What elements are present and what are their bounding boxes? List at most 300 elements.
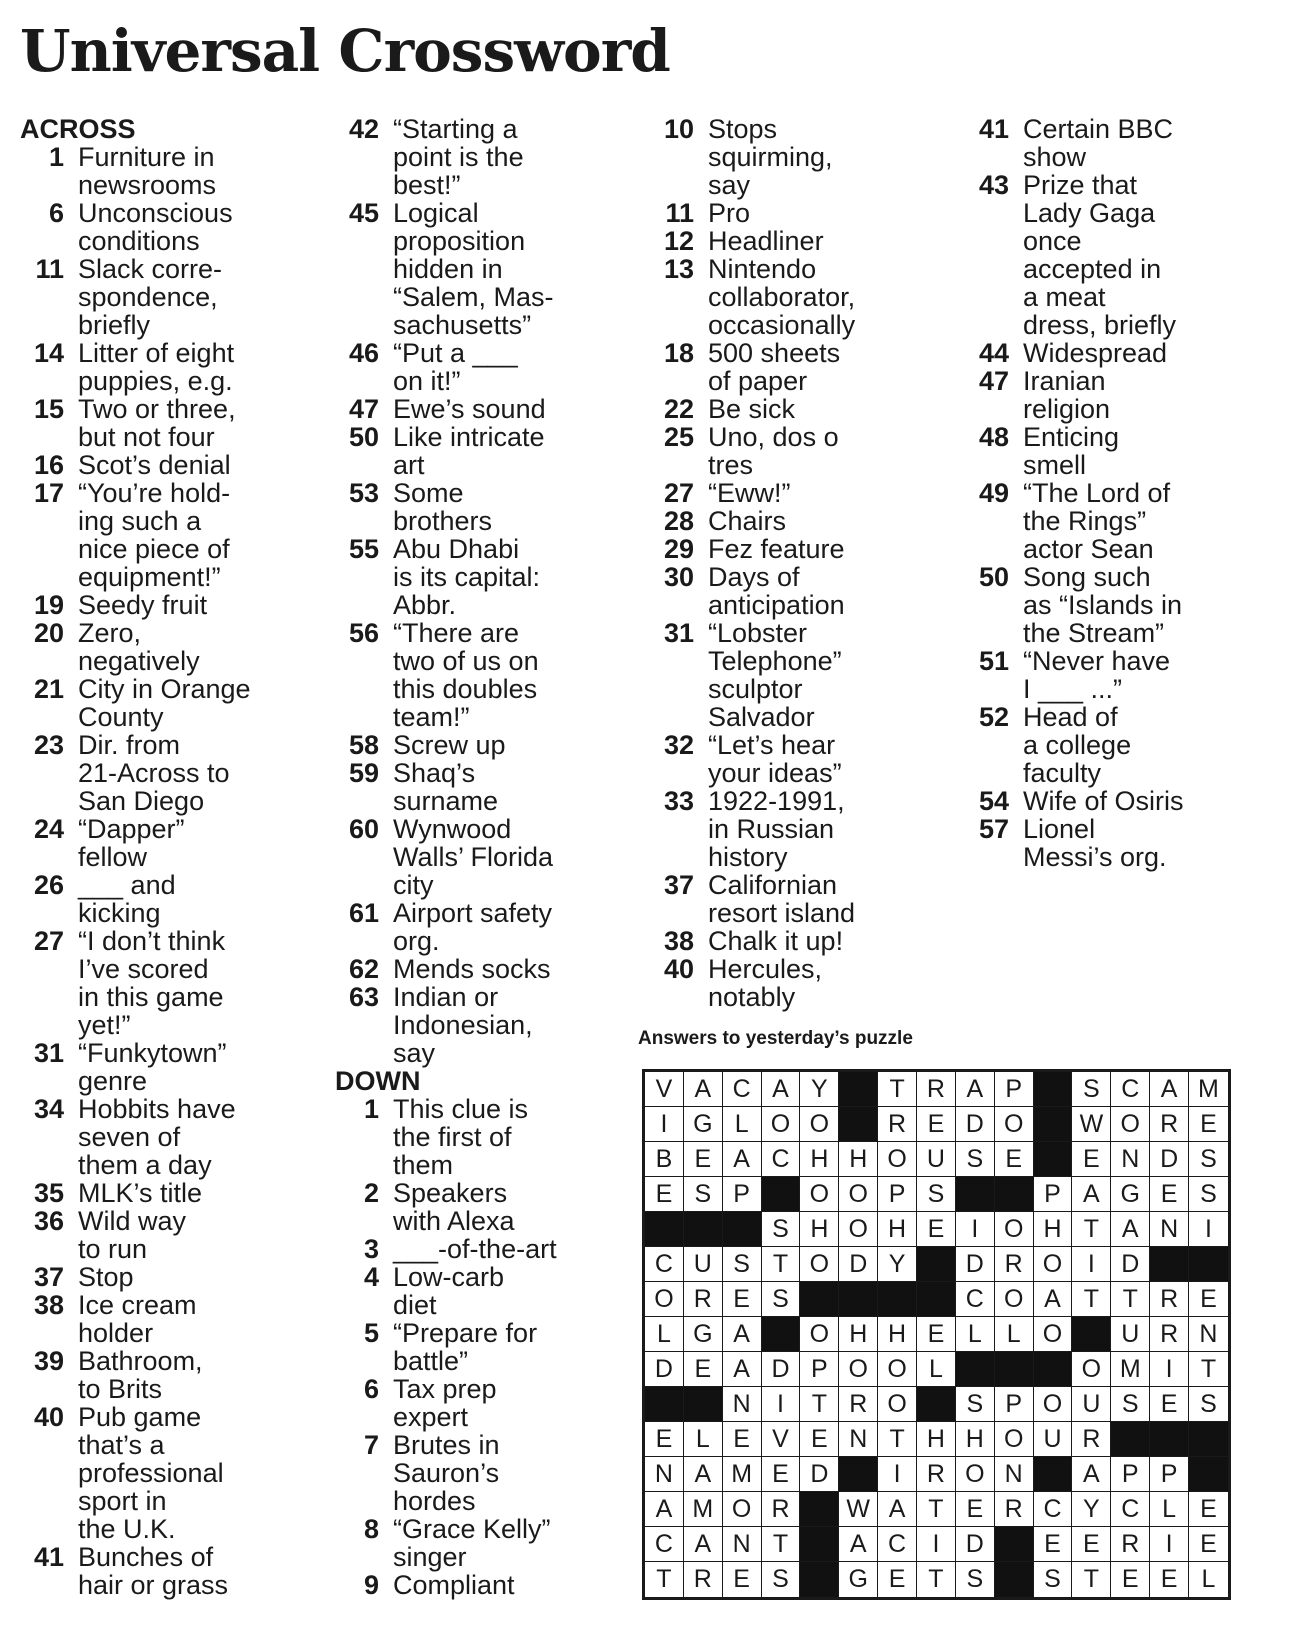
across-clue (20, 479, 305, 591)
grid-cell: A (1150, 1072, 1189, 1107)
across-clue (20, 1347, 305, 1403)
grid-cell: G (839, 1562, 878, 1597)
clue-number: 47 (978, 366, 1009, 396)
clue-number: 25 (663, 422, 694, 452)
grid-cell: S (762, 1562, 801, 1597)
clue-text: Zero, negatively (78, 618, 200, 676)
clue-number: 5 (363, 1318, 379, 1348)
grid-cell: H (1034, 1212, 1073, 1247)
grid-cell: S (1111, 1387, 1150, 1422)
grid-cell: N (1189, 1317, 1228, 1352)
clue-number: 16 (33, 450, 64, 480)
clue-text: Slack corre- spondence, briefly (78, 254, 223, 340)
grid-cell: T (645, 1562, 684, 1597)
grid-cell: U (684, 1247, 723, 1282)
grid-cell: T (800, 1387, 839, 1422)
grid-cell: P (1034, 1177, 1073, 1212)
grid-block (1034, 1457, 1073, 1492)
clue-text: Seedy fruit (78, 590, 208, 620)
grid-cell: U (917, 1142, 956, 1177)
grid-cell: A (723, 1142, 762, 1177)
grid-cell: E (956, 1492, 995, 1527)
across-clue (20, 1095, 305, 1179)
grid-cell: D (800, 1457, 839, 1492)
down-clue (650, 395, 935, 423)
grid-cell: S (917, 1177, 956, 1212)
down-clue (650, 787, 935, 871)
grid-row (645, 1177, 1228, 1212)
across-clue (335, 815, 620, 899)
clue-number: 48 (978, 422, 1009, 452)
grid-block (1189, 1247, 1228, 1282)
grid-cell: E (1150, 1177, 1189, 1212)
grid-cell: T (917, 1492, 956, 1527)
grid-cell: A (684, 1527, 723, 1562)
clue-text: “Never have I ___ ...” (1023, 646, 1171, 704)
clue-column-1 (20, 115, 305, 1599)
clue-number: 41 (33, 1542, 64, 1572)
grid-cell: R (995, 1492, 1034, 1527)
grid-row (645, 1387, 1228, 1422)
grid-row (645, 1247, 1228, 1282)
grid-cell: C (645, 1247, 684, 1282)
grid-block (995, 1527, 1034, 1562)
grid-cell: R (1150, 1107, 1189, 1142)
clue-text: “Grace Kelly” singer (393, 1514, 551, 1572)
down-clue (650, 339, 935, 395)
across-clue (20, 1039, 305, 1095)
down-clue (335, 1375, 620, 1431)
grid-block (1111, 1422, 1150, 1457)
clue-number: 32 (663, 730, 694, 760)
clue-text: Pub game that’s a professional sport in the U.K. (78, 1402, 224, 1544)
grid-cell: C (878, 1527, 917, 1562)
clue-number: 6 (48, 198, 64, 228)
grid-cell: M (1189, 1072, 1228, 1107)
clue-number: 40 (663, 954, 694, 984)
clue-text: Wife of Osiris (1023, 786, 1184, 816)
clue-text: Low-carb diet (393, 1262, 505, 1320)
down-clue (335, 1179, 620, 1235)
clue-text: “There are two of us on this doubles team!” (393, 618, 539, 732)
clue-number: 10 (663, 114, 694, 144)
grid-block (800, 1527, 839, 1562)
grid-cell: O (878, 1142, 917, 1177)
grid-row (645, 1527, 1228, 1562)
grid-cell: N (723, 1527, 762, 1562)
grid-block (800, 1492, 839, 1527)
across-clue (20, 255, 305, 339)
grid-cell: T (878, 1422, 917, 1457)
grid-cell: O (800, 1177, 839, 1212)
grid-row (645, 1352, 1228, 1387)
grid-cell: O (800, 1317, 839, 1352)
grid-block (800, 1562, 839, 1597)
clue-text: Iranian religion (1023, 366, 1111, 424)
clue-number: 31 (663, 618, 694, 648)
grid-cell: P (1111, 1457, 1150, 1492)
grid-row (645, 1107, 1228, 1142)
across-clue (20, 591, 305, 619)
clue-number: 38 (663, 926, 694, 956)
down-clue (965, 647, 1235, 703)
grid-cell: G (684, 1107, 723, 1142)
clue-number: 17 (33, 478, 64, 508)
grid-cell: T (1072, 1562, 1111, 1597)
clue-text: “Funkytown” genre (78, 1038, 227, 1096)
grid-cell: L (723, 1107, 762, 1142)
grid-cell: B (645, 1142, 684, 1177)
grid-cell: O (645, 1282, 684, 1317)
down-clue (335, 1263, 620, 1319)
puzzle-title: Universal Crossword (20, 17, 670, 85)
clue-number: 34 (33, 1094, 64, 1124)
down-clue (965, 563, 1235, 647)
grid-cell: C (1034, 1492, 1073, 1527)
clue-number: 58 (348, 730, 379, 760)
clue-text: Scot’s denial (78, 450, 231, 480)
down-clue (335, 1571, 620, 1599)
clue-number: 20 (33, 618, 64, 648)
down-clue (335, 1431, 620, 1515)
grid-cell: I (1072, 1247, 1111, 1282)
clue-text: Headliner (708, 226, 824, 256)
clue-number: 6 (363, 1374, 379, 1404)
grid-cell: A (645, 1492, 684, 1527)
grid-block (995, 1177, 1034, 1212)
grid-row (645, 1317, 1228, 1352)
clue-text: Wild way to run (78, 1206, 187, 1264)
grid-cell: T (878, 1072, 917, 1107)
clue-number: 40 (33, 1402, 64, 1432)
answers-title: Answers to yesterday’s puzzle (638, 1028, 913, 1049)
clue-text: Screw up (393, 730, 506, 760)
grid-cell: R (878, 1107, 917, 1142)
down-clue (965, 479, 1235, 563)
grid-block (1034, 1107, 1073, 1142)
clue-number: 2 (363, 1178, 379, 1208)
clue-number: 27 (33, 926, 64, 956)
clue-text: “Starting a point is the best!” (393, 114, 524, 200)
clue-text: Chalk it up! (708, 926, 844, 956)
clue-number: 51 (978, 646, 1009, 676)
clue-number: 11 (35, 254, 64, 284)
clue-number: 12 (663, 226, 694, 256)
clue-text: Certain BBC show (1023, 114, 1174, 172)
clue-text: Chairs (708, 506, 787, 536)
across-clue (20, 619, 305, 675)
clue-text: “You’re hold- ing such a nice piece of equipment!” (78, 478, 231, 592)
clue-text: Two or three, but not four (78, 394, 236, 452)
clue-text: Prize that Lady Gaga once accepted in a meat dress, briefly (1023, 170, 1177, 340)
clue-number: 21 (33, 674, 64, 704)
across-clue (335, 955, 620, 983)
grid-cell: W (839, 1492, 878, 1527)
across-clue (335, 759, 620, 815)
down-clue (965, 339, 1235, 367)
clue-text: Unconscious conditions (78, 198, 233, 256)
grid-cell: T (1072, 1282, 1111, 1317)
grid-cell: C (723, 1072, 762, 1107)
grid-cell: L (645, 1317, 684, 1352)
grid-cell: O (956, 1457, 995, 1492)
grid-cell: A (684, 1072, 723, 1107)
grid-block (1034, 1352, 1073, 1387)
clue-number: 13 (663, 254, 694, 284)
grid-block (839, 1282, 878, 1317)
down-clue (335, 1095, 620, 1179)
grid-cell: E (1189, 1282, 1228, 1317)
down-clue (650, 731, 935, 787)
grid-cell: W (1072, 1107, 1111, 1142)
across-clue (20, 1403, 305, 1543)
clue-text: Song such as “Islands in the Stream” (1023, 562, 1183, 648)
grid-cell: L (684, 1422, 723, 1457)
clue-text: ___-of-the-art (393, 1234, 557, 1264)
grid-cell: M (1111, 1352, 1150, 1387)
clue-text: MLK’s title (78, 1178, 203, 1208)
clue-number: 30 (663, 562, 694, 592)
clue-text: “Put a ___ on it!” (393, 338, 518, 396)
clue-number: 45 (348, 198, 379, 228)
down-clue (650, 955, 935, 1011)
grid-cell: I (1189, 1212, 1228, 1247)
across-clue (20, 199, 305, 255)
grid-block (956, 1177, 995, 1212)
grid-cell: M (723, 1457, 762, 1492)
clue-text: “Prepare for battle” (393, 1318, 538, 1376)
grid-block (995, 1352, 1034, 1387)
down-clue (650, 619, 935, 731)
clue-number: 39 (33, 1346, 64, 1376)
clue-number: 22 (663, 394, 694, 424)
clue-number: 63 (348, 982, 379, 1012)
grid-cell: E (1189, 1492, 1228, 1527)
clue-text: Enticing smell (1023, 422, 1120, 480)
grid-cell: R (684, 1562, 723, 1597)
clue-number: 18 (663, 338, 694, 368)
grid-block (645, 1212, 684, 1247)
clue-text: “Lobster Telephone” sculptor Salvador (708, 618, 842, 732)
grid-cell: L (995, 1317, 1034, 1352)
grid-cell: O (995, 1212, 1034, 1247)
grid-cell: L (1150, 1492, 1189, 1527)
grid-cell: I (917, 1527, 956, 1562)
grid-cell: E (800, 1422, 839, 1457)
grid-cell: L (1201, 1565, 1216, 1593)
grid-cell: D (839, 1247, 878, 1282)
down-clue (335, 1235, 620, 1263)
clue-text: Tax prep expert (393, 1374, 497, 1432)
across-clue (20, 451, 305, 479)
grid-cell: H (839, 1142, 878, 1177)
clue-text: Some brothers (393, 478, 493, 536)
grid-cell: E (917, 1317, 956, 1352)
grid-cell: R (762, 1492, 801, 1527)
grid-cell: H (878, 1212, 917, 1247)
down-clue (650, 563, 935, 619)
down-clue (650, 199, 935, 227)
clue-text: ___ and kicking (78, 870, 176, 928)
grid-cell: O (762, 1107, 801, 1142)
grid-cell: H (800, 1212, 839, 1247)
down-clue (650, 423, 935, 479)
clue-text: “I don’t think I’ve scored in this game yet!” (78, 926, 226, 1040)
grid-cell: R (1072, 1422, 1111, 1457)
grid-cell: O (1111, 1107, 1150, 1142)
grid-cell: T (1111, 1282, 1150, 1317)
clue-number: 60 (348, 814, 379, 844)
grid-cell: A (684, 1457, 723, 1492)
grid-block (1034, 1072, 1073, 1107)
grid-row (645, 1422, 1228, 1457)
clue-text: Indian or Indonesian, say (393, 982, 533, 1068)
clue-text: “The Lord of the Rings” actor Sean (1023, 478, 1171, 564)
clue-number: 36 (33, 1206, 64, 1236)
clue-text: Head of a college faculty (1023, 702, 1132, 788)
clue-number: 23 (33, 730, 64, 760)
grid-cell: R (1111, 1527, 1150, 1562)
clue-text: “Eww!” (708, 478, 791, 508)
grid-cell: R (917, 1072, 956, 1107)
grid-cell: I (762, 1387, 801, 1422)
grid-cell: M (684, 1492, 723, 1527)
clue-number: 7 (363, 1430, 379, 1460)
clue-number: 59 (348, 758, 379, 788)
grid-block (762, 1177, 801, 1212)
grid-block (684, 1387, 723, 1422)
clue-number: 28 (663, 506, 694, 536)
grid-cell: E (645, 1177, 684, 1212)
grid-cell: S (723, 1247, 762, 1282)
across-clue (335, 339, 620, 395)
grid-cell: O (839, 1352, 878, 1387)
grid-block (1189, 1422, 1228, 1457)
grid-cell: I (1150, 1352, 1189, 1387)
grid-cell: E (723, 1282, 762, 1317)
grid-row (645, 1562, 1228, 1597)
clue-text: Litter of eight puppies, e.g. (78, 338, 235, 396)
clue-number: 14 (33, 338, 64, 368)
grid-cell: N (645, 1457, 684, 1492)
clue-number: 29 (663, 534, 694, 564)
grid-cell: E (684, 1142, 723, 1177)
grid-cell: A (839, 1527, 878, 1562)
grid-cell: O (839, 1177, 878, 1212)
clue-number: 44 (978, 338, 1009, 368)
across-clue (20, 395, 305, 451)
grid-cell: N (723, 1387, 762, 1422)
clue-number: 43 (978, 170, 1009, 200)
grid-cell: S (684, 1177, 723, 1212)
clue-text: Stop (78, 1262, 134, 1292)
grid-block (956, 1352, 995, 1387)
clue-text: Widespread (1023, 338, 1168, 368)
grid-cell: C (1111, 1072, 1150, 1107)
clue-number: 19 (33, 590, 64, 620)
grid-cell: I (956, 1212, 995, 1247)
grid-cell: S (956, 1387, 995, 1422)
down-clue (650, 255, 935, 339)
down-clue (335, 1515, 620, 1571)
grid-row (645, 1457, 1228, 1492)
across-clue (335, 479, 620, 535)
grid-row (645, 1282, 1228, 1317)
grid-cell: C (956, 1282, 995, 1317)
grid-cell: C (645, 1527, 684, 1562)
clue-text: Abu Dhabi is its capital: Abbr. (393, 534, 541, 620)
grid-cell: L (917, 1352, 956, 1387)
down-clue (650, 927, 935, 955)
grid-cell: D (762, 1352, 801, 1387)
grid-cell: L (956, 1317, 995, 1352)
grid-cell: E (917, 1107, 956, 1142)
clue-text: Logical proposition hidden in “Salem, Mas- sachusetts” (393, 198, 554, 340)
clue-number: 26 (33, 870, 64, 900)
clue-text: Fez feature (708, 534, 845, 564)
grid-cell: D (956, 1527, 995, 1562)
grid-cell: I (1150, 1527, 1189, 1562)
clue-column-2 (335, 115, 620, 1599)
clue-text: Days of anticipation (708, 562, 845, 620)
grid-cell: U (1072, 1387, 1111, 1422)
grid-block (1150, 1247, 1189, 1282)
across-clue (20, 1263, 305, 1291)
clue-number: 31 (33, 1038, 64, 1068)
grid-cell: E (1150, 1562, 1189, 1597)
grid-cell: Y (1072, 1492, 1111, 1527)
clue-number: 41 (978, 114, 1009, 144)
grid-cell: R (684, 1282, 723, 1317)
clue-text: Bathroom, to Brits (78, 1346, 203, 1404)
down-clue (965, 423, 1235, 479)
down-clue (965, 367, 1235, 423)
clue-number: 4 (363, 1262, 379, 1292)
grid-cell: D (956, 1107, 995, 1142)
across-clue (20, 1179, 305, 1207)
grid-cell: O (1034, 1247, 1073, 1282)
clue-number: 9 (363, 1570, 379, 1600)
clue-text: Wynwood Walls’ Florida city (393, 814, 554, 900)
grid-block (645, 1387, 684, 1422)
grid-cell: A (723, 1352, 762, 1387)
grid-block (723, 1212, 762, 1247)
clue-number: 50 (348, 422, 379, 452)
grid-cell: E (762, 1457, 801, 1492)
down-clue (965, 171, 1235, 339)
grid-cell: E (1150, 1387, 1189, 1422)
grid-cell: O (1034, 1387, 1073, 1422)
grid-cell: S (956, 1142, 995, 1177)
grid-row (645, 1072, 1228, 1107)
grid-cell: O (800, 1247, 839, 1282)
grid-cell: E (1034, 1527, 1073, 1562)
grid-cell: E (878, 1562, 917, 1597)
down-clue (965, 815, 1235, 871)
clue-text: Ewe’s sound (393, 394, 546, 424)
clue-number: 38 (33, 1290, 64, 1320)
grid-block (917, 1282, 956, 1317)
grid-cell: S (762, 1282, 801, 1317)
clue-text: City in Orange County (78, 674, 251, 732)
grid-cell: O (995, 1422, 1034, 1457)
grid-cell: I (878, 1457, 917, 1492)
grid-cell: E (1189, 1107, 1228, 1142)
grid-block (684, 1212, 723, 1247)
grid-cell: Y (878, 1247, 917, 1282)
grid-cell: E (723, 1562, 762, 1597)
grid-cell: H (917, 1422, 956, 1457)
